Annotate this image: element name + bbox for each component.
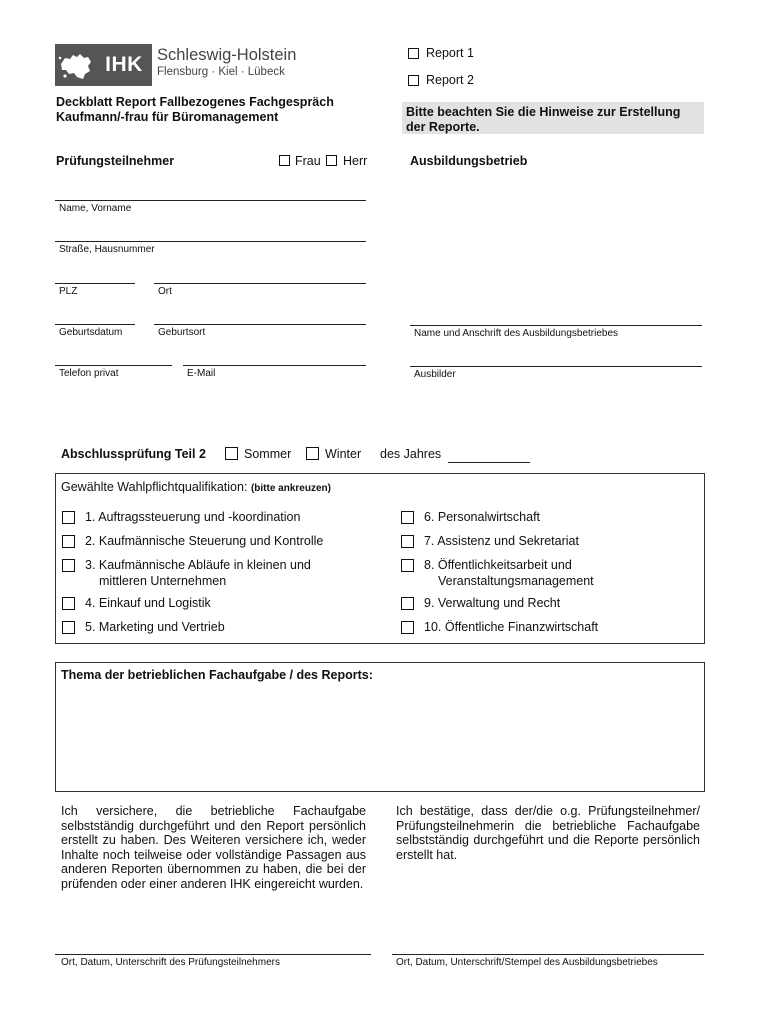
report-2-label: Report 2 <box>426 73 474 87</box>
elective-left-4-label <box>85 595 211 611</box>
season-winter-label: Winter <box>325 447 362 461</box>
elective-right-3-checkbox[interactable] <box>401 559 414 572</box>
elective-option-line1: 6. Personalwirtschaft <box>424 510 541 524</box>
email-label: E-Mail <box>187 368 216 379</box>
trainer-label: Ausbilder <box>414 369 456 380</box>
elective-option-line2: mittleren Unternehmen <box>99 574 227 588</box>
schleswig-holstein-map-icon <box>55 44 96 86</box>
street-label: Straße, Hausnummer <box>59 244 155 255</box>
phone-line[interactable] <box>55 365 172 366</box>
name-line[interactable] <box>55 200 366 201</box>
company-declaration: Ich bestätige, dass der/die o.g. Prüfungsteilnehmer/ Prüfungsteilnehmerin die betriebliche Fachaufgabe selbstständig durchgeführt und die Reporte persönlich erstellt hat. <box>396 804 700 862</box>
elective-option-line1: 4. Einkauf und Logistik <box>85 596 211 610</box>
season-winter-checkbox[interactable] <box>306 447 319 460</box>
salutation-herr-checkbox[interactable] <box>326 155 337 166</box>
company-address-label: Name und Anschrift des Ausbildungsbetriebes <box>414 328 619 339</box>
electives-hint: (bitte ankreuzen) <box>250 483 331 494</box>
elective-option-line1: 2. Kaufmännische Steuerung und Kontrolle <box>85 534 324 548</box>
notice-text <box>406 105 680 135</box>
elective-option-line1: 9. Verwaltung und Recht <box>424 596 561 610</box>
report-1-label: Report 1 <box>426 46 474 60</box>
zip-line[interactable] <box>55 283 135 284</box>
elective-right-2-label <box>424 533 579 549</box>
topic-heading: Thema der betrieblichen Fachaufgabe / des Reports: <box>61 668 373 682</box>
birth-date-line[interactable] <box>55 324 135 325</box>
document-title-line1: Deckblatt Report Fallbezogenes Fachgespräch <box>56 95 334 109</box>
report-1-checkbox[interactable] <box>408 48 419 59</box>
candidate-heading: Prüfungsteilnehmer <box>56 154 175 168</box>
company-address-line[interactable] <box>410 325 702 326</box>
ihk-logo <box>55 44 295 86</box>
elective-left-2-checkbox[interactable] <box>62 535 75 548</box>
elective-right-4-label <box>424 595 560 611</box>
elective-right-4-checkbox[interactable] <box>401 597 414 610</box>
notice-line2: der Reporte. <box>406 120 480 134</box>
season-sommer-checkbox[interactable] <box>225 447 238 460</box>
company-signature-line[interactable] <box>392 954 704 955</box>
elective-right-1-checkbox[interactable] <box>401 511 414 524</box>
elective-option-line1: 3. Kaufmännische Abläufe in kleinen und <box>85 558 311 572</box>
electives-heading <box>61 480 331 494</box>
year-line[interactable] <box>448 462 530 463</box>
document-title-line2: Kaufmann/-frau für Büromanagement <box>56 110 279 124</box>
elective-right-5-checkbox[interactable] <box>401 621 414 634</box>
elective-right-5-label <box>424 619 598 635</box>
company-heading: Ausbildungsbetrieb <box>410 154 528 168</box>
company-signature-label: Ort, Datum, Unterschrift/Stempel des Ausbildungsbetriebes <box>396 957 658 968</box>
candidate-declaration: Ich versichere, die betriebliche Fachaufgabe selbstständig durchgeführt und den Report persönlich erstellt zu haben. Des Weiteren versichere ich, weder Inhalte noch teilweise oder vollständige Passagen aus anderen Reporten übernommen zu haben, die bei der prüfenden oder einer anderen IHK eingereicht wurden. <box>61 804 366 891</box>
elective-right-1-label <box>424 509 540 525</box>
logo-title: Schleswig-Holstein <box>157 46 297 64</box>
candidate-signature-label: Ort, Datum, Unterschrift des Prüfungsteilnehmers <box>61 957 280 968</box>
year-label: des Jahres <box>380 447 442 461</box>
candidate-signature-line[interactable] <box>55 954 371 955</box>
city-line[interactable] <box>154 283 366 284</box>
season-sommer-label: Sommer <box>244 447 292 461</box>
elective-left-3-label <box>85 557 311 589</box>
salutation-herr-label: Herr <box>343 154 368 168</box>
elective-option-line1: 5. Marketing und Vertrieb <box>85 620 225 634</box>
city-label: Ort <box>158 286 172 297</box>
document-title <box>56 95 334 125</box>
report-2-checkbox[interactable] <box>408 75 419 86</box>
birth-date-label: Geburtsdatum <box>59 327 123 338</box>
elective-option-line1: 1. Auftragssteuerung und -koordination <box>85 510 301 524</box>
elective-right-3-label <box>424 557 594 589</box>
elective-right-2-checkbox[interactable] <box>401 535 414 548</box>
elective-left-3-checkbox[interactable] <box>62 559 75 572</box>
salutation-frau-label: Frau <box>295 154 321 168</box>
name-label: Name, Vorname <box>59 203 132 214</box>
electives-heading-text: Gewählte Wahlpflichtqualifikation: <box>61 480 248 494</box>
elective-left-5-checkbox[interactable] <box>62 621 75 634</box>
street-line[interactable] <box>55 241 366 242</box>
salutation-frau-checkbox[interactable] <box>279 155 290 166</box>
elective-option-line1: 8. Öffentlichkeitsarbeit und <box>424 558 572 572</box>
logo-mark: IHK <box>96 44 152 86</box>
elective-left-1-checkbox[interactable] <box>62 511 75 524</box>
elective-left-5-label <box>85 619 225 635</box>
zip-label: PLZ <box>59 286 78 297</box>
elective-option-line1: 10. Öffentliche Finanzwirtschaft <box>424 620 599 634</box>
elective-option-line1: 7. Assistenz und Sekretariat <box>424 534 579 548</box>
trainer-line[interactable] <box>410 366 702 367</box>
elective-left-4-checkbox[interactable] <box>62 597 75 610</box>
logo-subtitle: Flensburg · Kiel · Lübeck <box>157 66 285 78</box>
birth-place-label: Geburtsort <box>158 327 206 338</box>
email-line[interactable] <box>183 365 366 366</box>
phone-label: Telefon privat <box>59 368 119 379</box>
notice-line1: Bitte beachten Sie die Hinweise zur Erstellung <box>406 105 681 119</box>
elective-left-2-label <box>85 533 323 549</box>
exam-label: Abschlussprüfung Teil 2 <box>61 447 206 461</box>
birth-place-line[interactable] <box>154 324 366 325</box>
elective-left-1-label <box>85 509 300 525</box>
elective-option-line2: Veranstaltungsmanagement <box>438 574 594 588</box>
